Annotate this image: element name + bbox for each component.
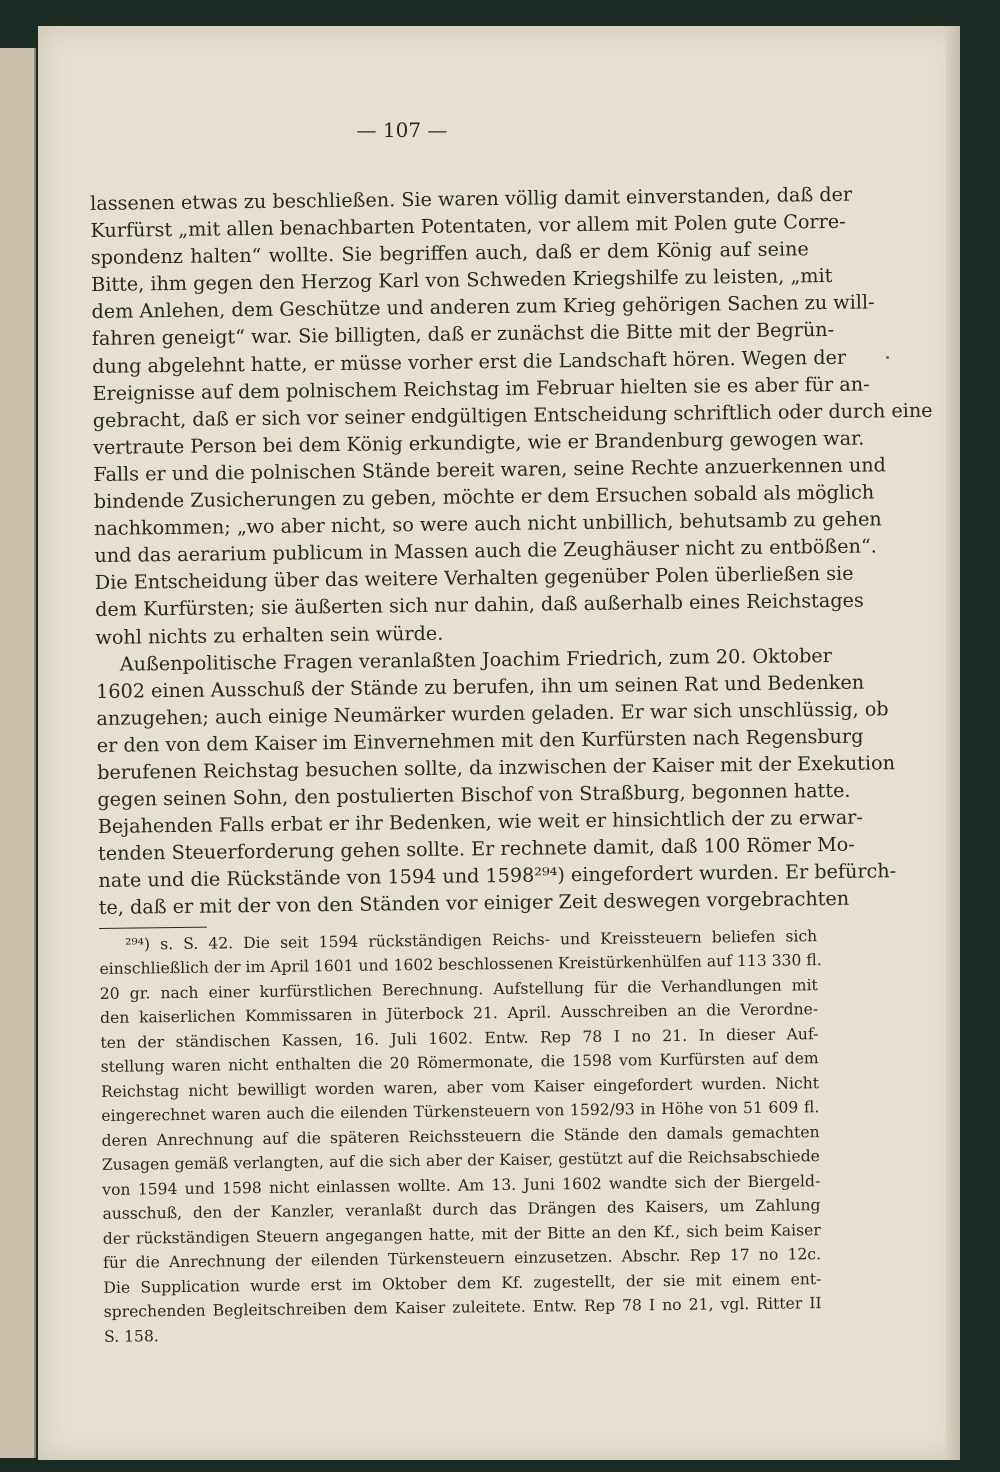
footnote-separator (99, 926, 207, 928)
body-line: bindende Zusicherungen zu geben, möchte er dem Ersuchen sobald als möglich (93, 480, 875, 514)
paper-speck (886, 356, 889, 359)
footnote-line: ausschuß, den der Kanzler, veranlaßt durch das Drängen des Kaisers, um Zahlung (102, 1196, 821, 1223)
body-line: Bitte, ihm gegen den Herzog Karl von Schweden Kriegshilfe zu leisten, „mit (91, 264, 833, 297)
footnote-line: ten der ständischen Kassen, 16. Juli 1602. Entw. Rep 78 I no 21. In dieser Auf- (100, 1024, 819, 1052)
body-line: Ereignisse auf dem polnischem Reichstag im Februar hielten sie es aber für an- (92, 372, 870, 405)
footnote (99, 924, 822, 1349)
body-line: er den von dem Kaiser im Einvernehmen mit den Kurfürsten nach Regensburg (96, 724, 864, 757)
footnote-line: sprechenden Begleitschreiben dem Kaiser zuleitete. Entw. Rep 78 I no 21, vgl. Ritter II (103, 1294, 822, 1321)
body-line: dem Anlehen, dem Geschütze und anderen zum Krieg gehörigen Sachen zu will- (91, 290, 875, 324)
body-line: wohl nichts zu erhalten sein würde. (95, 621, 444, 649)
body-line: nate und die Rückstände von 1594 und 1598²⁹⁴) eingefordert wurden. Er befürch- (98, 859, 897, 893)
footnote-line: den kaiserlichen Kommissaren in Jüterbock 21. April. Ausschreiben an die Verordne- (100, 1000, 819, 1027)
body-line: gebracht, daß er sich vor seiner endgültigen Entscheidung schriftlich oder durch eine (92, 398, 933, 432)
footnote-line: deren Anrechnung auf die späteren Reichssteuern die Stände den damals gemachten (101, 1122, 820, 1150)
footnote-line: für die Anrechnung der eilenden Türkensteuern einzusetzen. Abschr. Rep 17 no 12c. (102, 1245, 822, 1272)
body-line: vertraute Person bei dem König erkundigte, wie er Brandenburg gewogen war. (93, 426, 865, 459)
page-number: — 107 — (356, 118, 448, 142)
body-line: 1602 einen Ausschuß der Stände zu berufen, ihn um seinen Rat und Bedenken (95, 670, 865, 703)
body-line: gegen seinen Sohn, den postulierten Bischof von Straßburg, begonnen hatte. (97, 778, 851, 812)
body-line: Bejahenden Falls erbat er ihr Bedenken, wie weit er hinsichtlich der zu erwar- (97, 805, 864, 839)
body-line: spondenz halten“ wollte. Sie begriffen auch, daß er dem König auf seine (90, 237, 809, 270)
footnote-line: stellung waren nicht enthalten die 20 Römermonate, die 1598 vom Kurfürsten auf dem (100, 1049, 819, 1076)
footnote-line: einschließlich der im April 1601 und 1602 beschlossenen Kreistürkenhülfen auf 113 330 fl. (99, 951, 822, 978)
footnote-line: Zusagen gemäß verlangten, auf die sich aber der Kaiser, gestützt auf die Reichsabschiede (101, 1147, 820, 1174)
page-content (90, 181, 933, 1349)
body-line: lassenen etwas zu beschließen. Sie waren völlig damit einverstanden, daß der (90, 182, 853, 215)
footnote-line: 20 gr. nach einer kurfürstlichen Berechnung. Aufstellung für die Verhandlungen mit (99, 975, 818, 1003)
body-line: te, daß er mit der von den Ständen vor einiger Zeit deswegen vorgebrachten (98, 887, 850, 920)
body-line: dem Kurfürsten; sie äußerten sich nur dahin, daß außerhalb eines Reichstages (94, 588, 864, 622)
footnote-line: der rückständigen Steuern angegangen hatte, mit der Bitte an den Kf., sich beim Kaiser (102, 1220, 821, 1248)
footnote-line: von 1594 und 1598 nicht einlassen wollte. Am 13. Juni 1602 wandte sich der Biergeld- (102, 1171, 821, 1199)
page-edge (946, 26, 960, 1460)
body-line: dung abgelehnt hatte, er müsse vorher erst die Landschaft hören. Wegen der (92, 345, 847, 378)
body-line: Außenpolitische Fragen veranlaßten Joachim Friedrich, zum 20. Oktober (119, 643, 832, 676)
footnote-line: eingerechnet waren auch die eilenden Türkensteuern von 1592/93 in Höhe von 51 609 fl. (101, 1098, 820, 1125)
footnote-line: Reichstag nicht bewilligt worden waren, aber vom Kaiser eingefordert wurden. Nicht (100, 1073, 820, 1101)
previous-page-edge (0, 48, 36, 1458)
body-line: Die Entscheidung über das weitere Verhalten gegenüber Polen überließen sie (94, 562, 854, 595)
body-line: fahren geneigt“ war. Sie billigten, daß er zunächst die Bitte mit der Begrün- (91, 318, 835, 351)
footnote-line: ²⁹⁴) s. S. 42. Die seit 1594 rückständigen Reichs- und Kreissteuern beliefen sich (125, 926, 818, 954)
footnote-line: Die Supplication wurde erst im Oktober dem Kf. zugestellt, der sie mit einem ent- (103, 1269, 822, 1297)
body-line: berufenen Reichstag besuchen sollte, da inzwischen der Kaiser mit der Exekution (96, 751, 896, 784)
body-line: nachkommen; „wo aber nicht, so were auch nicht unbillich, behutsamb zu gehen (93, 507, 882, 541)
body-line: anzugehen; auch einige Neumärker wurden geladen. Er war sich unschlüssig, ob (96, 697, 889, 730)
body-line: und das aerarium publicum in Massen auch die Zeughäuser nicht zu entbößen“. (94, 534, 877, 568)
footnote-line: S. 158. (103, 1326, 159, 1346)
body-line: Falls er und die polnischen Stände bereit waren, seine Rechte anzuerkennen und (93, 453, 887, 486)
main-text (90, 181, 933, 921)
body-line: tenden Steuerforderung gehen sollte. Er rechnete damit, daß 100 Römer Mo- (97, 832, 855, 866)
body-line: Kurfürst „mit allen benachbarten Potentaten, vor allem mit Polen gute Corre- (90, 209, 846, 243)
